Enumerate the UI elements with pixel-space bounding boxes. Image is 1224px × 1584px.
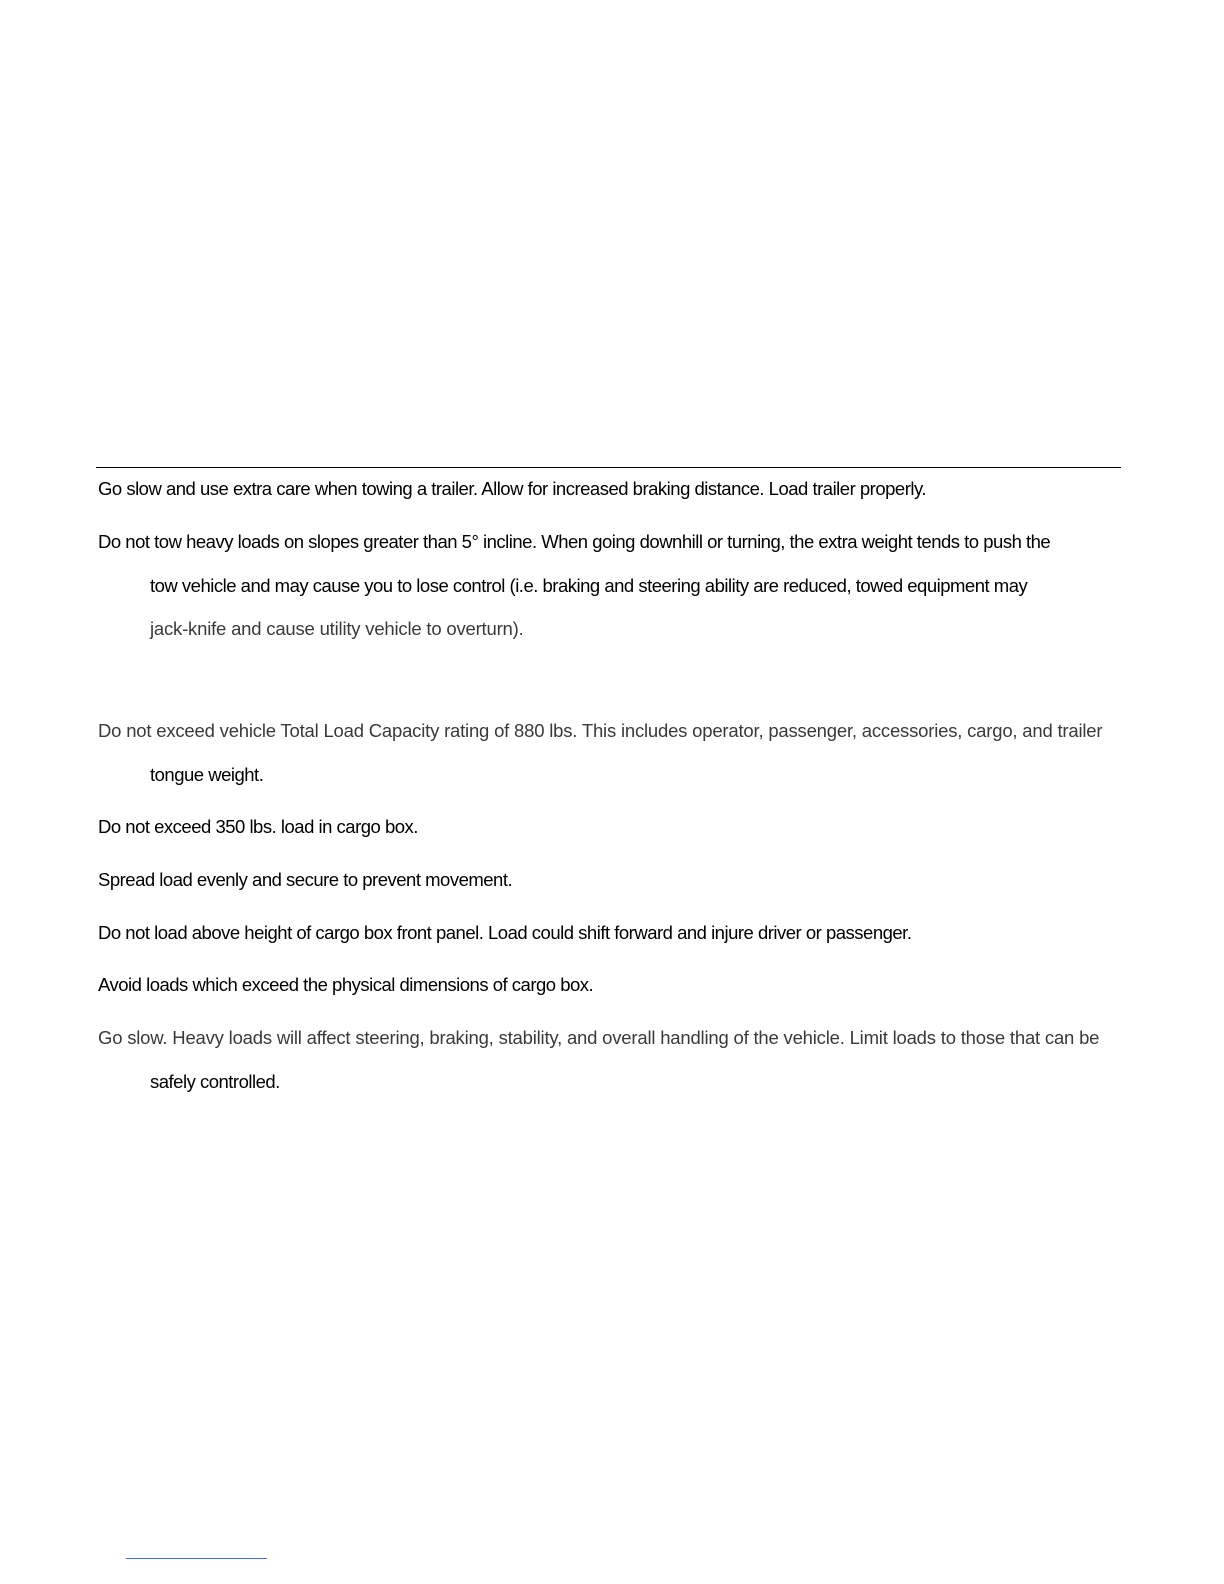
paragraph-continuation-line: jack-knife and cause utility vehicle to overturn). (150, 618, 524, 639)
paragraph-line: Go slow. Heavy loads will affect steering, braking, stability, and overall handling of the vehicle. Limit loads to those that can be (98, 1027, 1100, 1048)
go-slow-paragraph (98, 1016, 1108, 1103)
slope-warning-paragraph (98, 520, 1108, 651)
paragraph-continuation-line: tongue weight. (150, 763, 264, 785)
paragraph-line: Do not exceed vehicle Total Load Capacity rating of 880 lbs. This includes operator, passenger, accessories, cargo, and trailer (98, 720, 1103, 741)
paragraph-line: Do not exceed 350 lbs. load in cargo box. (98, 816, 418, 837)
paragraph-line: Avoid loads which exceed the physical dimensions of cargo box. (98, 974, 594, 995)
paragraph-continuation-line: tow vehicle and may cause you to lose control (i.e. braking and steering ability are reduced, towed equipment may (150, 574, 1028, 596)
paragraph-line: Do not load above height of cargo box front panel. Load could shift forward and injure driver or passenger. (98, 922, 912, 943)
footnote-separator (126, 1558, 267, 1559)
spread-load-paragraph (98, 858, 1108, 902)
cargo-dimensions-paragraph (98, 963, 1108, 1007)
load-capacity-paragraph (98, 709, 1108, 796)
paragraph-line: Go slow and use extra care when towing a trailer. Allow for increased braking distance. Load trailer properly. (98, 478, 926, 499)
cargo-box-limit-paragraph (98, 805, 1108, 849)
paragraph-line: Spread load evenly and secure to prevent movement. (98, 869, 513, 890)
paragraph-continuation-line: safely controlled. (150, 1070, 280, 1092)
paragraph-line: Do not tow heavy loads on slopes greater than 5° incline. When going downhill or turning, the extra weight tends to push the (98, 531, 1051, 552)
load-height-paragraph (98, 911, 1108, 955)
trailer-care-paragraph (98, 467, 1108, 511)
